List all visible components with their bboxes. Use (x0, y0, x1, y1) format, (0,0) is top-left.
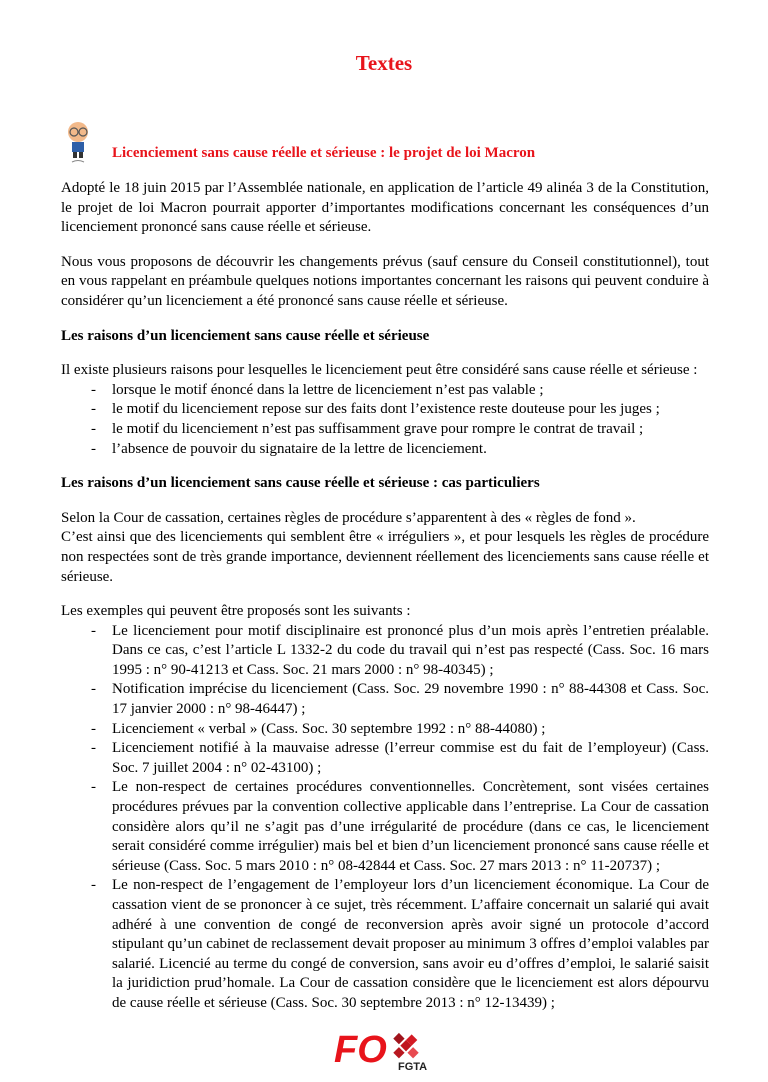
list-item: - Le non-respect de certaines procédures conventionnelles. Concrètement, sont visées certaines procédures prévues par la convention collective applicable dans l’entreprise. La Cour de cassation considère alors qu’il ne s’agit pas d’une irrégularité de procédure (dans ce cas, le licenciement serait considéré comme irrégulier) mais bel et bien d’un licenciement prononcé sans cause réelle et sérieuse (Cass. Soc. 5 mars 2010 : n° 08-42844 et Cass. Soc. 27 mars 2013 : n° 11-20737) ; (61, 778, 709, 876)
section-heading (60, 120, 709, 164)
list-item: - Licenciement notifié à la mauvaise adresse (l’erreur commise est du fait de l’employeur) (Cass. Soc. 7 juillet 2004 : n° 02-43100) ; (61, 739, 709, 778)
mascot-icon (60, 120, 100, 164)
cas-paragraph-2: C’est ainsi que des licenciements qui semblent être « irréguliers », et pour lesquels les règles de procédure non respectées sont de très grande importance, deviennent réellement des licenciements sans cause réelle et sérieuse. (61, 529, 709, 585)
section-title: Licenciement sans cause réelle et sérieuse : le projet de loi Macron (112, 145, 536, 162)
list-item: - l’absence de pouvoir du signataire de la lettre de licenciement. (61, 440, 709, 460)
exemples-section (61, 602, 709, 1013)
list-item: - lorsque le motif énoncé dans la lettre de licenciement n’est pas valable ; (61, 381, 709, 401)
logo-fo-text: FO (334, 1028, 387, 1071)
list-item: - Licenciement « verbal » (Cass. Soc. 30 septembre 1992 : n° 88-44080) ; (61, 720, 709, 740)
raisons-intro: Il existe plusieurs raisons pour lesquelles le licenciement peut être considéré sans cause réelle et sérieuse : (61, 362, 698, 379)
list-item: - Le licenciement pour motif disciplinaire est prononcé plus d’un mois après l’entretien préalable. Dans ce cas, c’est l’article L 1332-2 du code du travail qui n’est pas respecté (Cass. Soc. 16 mars 1995 : n° 90-41213 et Cass. Soc. 21 mars 2000 : n° 98-40345) ; (61, 622, 709, 681)
document-page (61, 0, 709, 1082)
list-item: - Notification imprécise du licenciement (Cass. Soc. 29 novembre 1990 : n° 88-44308 et Cass. Soc. 17 janvier 2000 : n° 98-46447) ; (61, 680, 709, 719)
list-item: - le motif du licenciement n’est pas suffisamment grave pour rompre le contrat de travail ; (61, 420, 709, 440)
heading-cas-particuliers: Les raisons d’un licenciement sans cause réelle et sérieuse : cas particuliers (61, 475, 540, 492)
intro-paragraph-2: Nous vous proposons de découvrir les changements prévus (sauf censure du Conseil constitutionnel), tout en vous rappelant en préambule quelques notions importantes concernant les raisons qui peuvent conduire à considérer qu’un licenciement a été prononcé sans cause réelle et sérieuse. (61, 253, 709, 309)
heading-raisons: Les raisons d’un licenciement sans cause réelle et sérieuse (61, 327, 430, 344)
exemples-intro: Les exemples qui peuvent être proposés sont les suivants : (61, 603, 411, 620)
exemples-list (61, 622, 709, 1014)
cas-paragraph-1: Selon la Cour de cassation, certaines règles de procédure s’apparentent à des « règles de fond ». (61, 509, 636, 526)
list-item: - Le non-respect de l’engagement de l’employeur lors d’un licenciement économique. La Cour de cassation vient de se prononcer à ce sujet, très récemment. L’affaire concernait un salarié qui avait adhéré à une convention de congé de reconversion après avoir signé un protocole d’accord stipulant qu’un cabinet de reclassement devait proposer au minimum 3 offres d’emploi valables par salarié. Licencié au terme du congé de conversion, sans avoir eu d’offres d’emploi, le salarié saisit la juridiction prud’homale. La Cour de cassation considère que le licenciement est alors dépourvu de cause réelle et sérieuse (Cass. Soc. 30 septembre 2013 : n° 12-13439) ; (61, 876, 709, 1013)
logo-fgta-text: FGTA (398, 1060, 428, 1072)
fo-fgta-logo (334, 1026, 444, 1072)
intro-paragraph-1: Adopté le 18 juin 2015 par l’Assemblée nationale, en application de l’article 49 alinéa 3 de la Constitution, le projet de loi Macron pourrait apporter d’importantes modifications concernant les conséquences d’un licenciement prononcé sans cause réelle et sérieuse. (61, 180, 709, 236)
raisons-list (61, 381, 709, 459)
list-item: - le motif du licenciement repose sur des faits dont l’existence reste douteuse pour les juges ; (61, 400, 709, 420)
page-title: Textes (355, 51, 413, 75)
raisons-section (61, 361, 709, 459)
